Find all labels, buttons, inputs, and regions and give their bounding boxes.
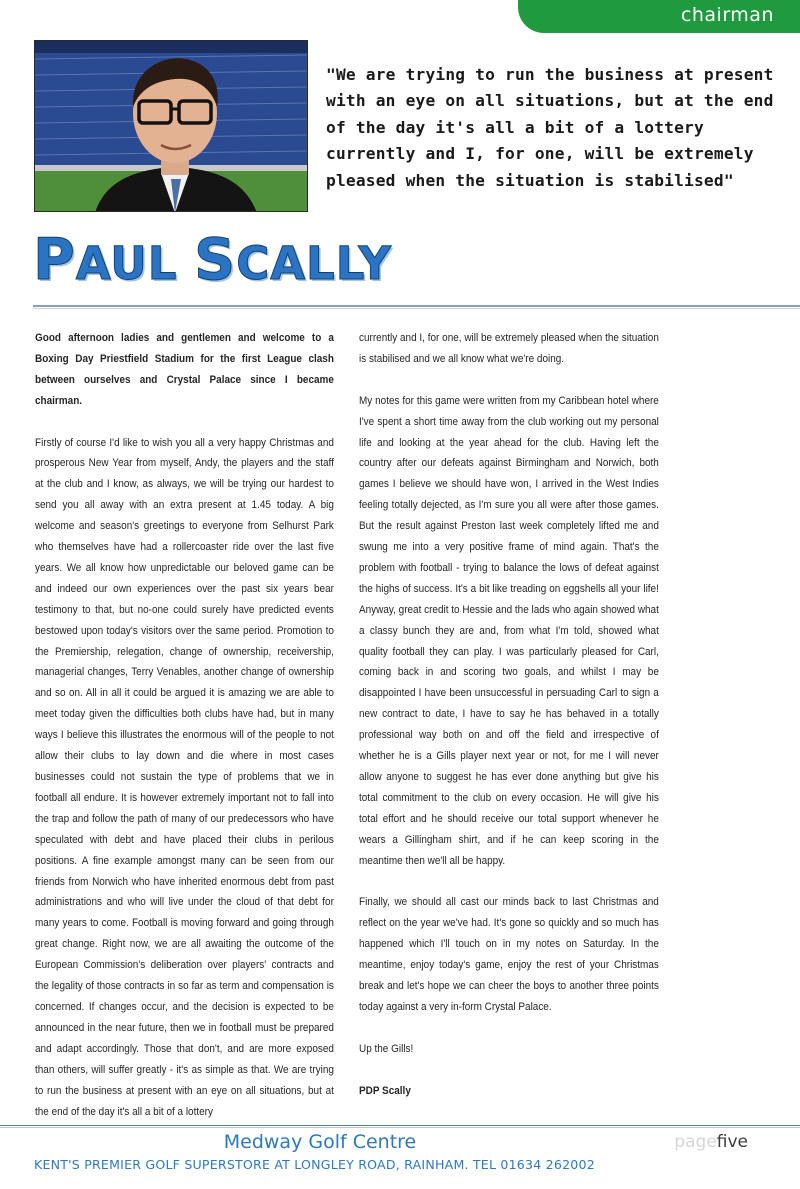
chairman-photo xyxy=(34,40,308,212)
page-number: five xyxy=(716,1132,748,1152)
article-signoff: Up the Gills! xyxy=(359,1042,414,1055)
article-paragraph: My notes for this game were written from my Caribbean hotel where I've spent a short time away from the club working out my personal life and looking at the year ahead for the club. Having left the country after our defeats against Birmingham and Norwich, both games I believe we should have won, I arrived in the West Indies feeling totally dejected, as I'm sure you all were after those games. But the result against Preston last week completely lifted me and swung me into a very positive frame of mind again. That's the problem with football - trying to balance the lows of defeat against the highs of success. It's a bit like treading on eggshells all your life! Anyway, great credit to Hessie and the lads who again showed what a classy bunch they are and, from what I'm told, showed what quality football they can play. I was particularly pleased for Carl, coming back in and scoring two goals, and whilst I may be disappointed I have been unsuccessful in persuading Carl to sign a new contract to date, I have to say he has behaved in a totally professional way both on and off the field and irrespective of whether he is a Gills player next year or not, for me I will never allow anyone to suggest he has ever done anything but give his total commitment to the club on every occasion. He will give his total effort and he should receive our total support whenever he wears a Gillingham shirt, and if he can keep scoring in the meantime then we'll all be happy. xyxy=(359,394,659,867)
article-paragraph: currently and I, for one, will be extremely pleased when the situation is stabilised and we all know what we're doing. xyxy=(359,332,659,365)
headline-first-rest: AUL xyxy=(75,237,178,290)
article-signature: PDP Scally xyxy=(359,1084,411,1097)
chairman-portrait-image xyxy=(35,41,308,212)
article-intro: Good afternoon ladies and gentlemen and welcome to a Boxing Day Priestfield Stadium for the first League clash between ourselves and Crystal Palace since I became chairman. xyxy=(35,332,334,407)
article-paragraph: Firstly of course I'd like to wish you all a very happy Christmas and prosperous New Year from myself, Andy, the players and the staff at the club and I know, as always, we will be trying our hardest to send you all away with an extra present at 1.45 today. A big welcome and season's greetings to everyone from Selhurst Park who themselves have had a rollercoaster ride over the last five years. We all know how unpredictable our beloved game can be and indeed our own experiences over the past six years bear testimony to that, but no-one could surely have predicted events bestowed upon today's visitors over the same period. Promotion to the Premiership, relegation, change of ownership, receivership, managerial changes, Terry Venables, another change of ownership and so on. All in all it could be argued it is amazing we are able to meet today given the difficulties both clubs have had, but in many ways I believe this illustrates the enormous will of the people to not allow their clubs to lay down and die where in most cases businesses could not sustain the type of problems that we in football all endure. It is however extremely important not to fall into the trap and follow the path of many of our predecessors who have speculated with debt and have placed their clubs in perilous positions. A fine example amongst many can be seen from our friends from Norwich who have inherited enormous debt from past administrations and who will live under the cloud of that debt for many years to come. Football is moving forward and going through great change. Right now, we are all awaiting the outcome of the European Commission's deliberation over players' contracts and the legality of those contracts in so far as term and compensation is concerned. If changes occur, and the decision is expected to be announced in the near future, then we in football must be prepared and adapt accordingly. Those that don't, and are more exposed than others, will suffer greatly - it's as simple as that. We are trying to run the business at present with an eye on all situations, but at the end of the day it's all a bit of a lottery xyxy=(35,436,334,1118)
header-divider-light xyxy=(33,308,800,309)
page-word: page xyxy=(674,1132,717,1152)
headline-last-initial: S xyxy=(194,227,237,293)
footer-divider xyxy=(0,1125,800,1126)
section-label: chairman xyxy=(680,4,774,26)
headline-last-rest: CALLY xyxy=(236,237,392,290)
header-divider xyxy=(33,305,800,307)
footer-advert-brand: Medway Golf Centre xyxy=(223,1131,417,1153)
article-column-right xyxy=(359,328,659,1122)
article-paragraph: Finally, we should all cast our minds back to last Christmas and reflect on the year we've had. It's gone so quickly and so much has happened which I'll touch on in my notes on Saturday. In the meantime, enjoy today's game, enjoy the rest of your Christmas break and let's hope we can cheer the boys to another three points today against a very in-form Crystal Palace. xyxy=(359,896,659,1013)
footer-divider-light xyxy=(0,1127,800,1128)
headline xyxy=(33,227,392,293)
headline-first-initial: P xyxy=(33,227,76,293)
page-folio xyxy=(674,1132,748,1152)
pull-quote: "We are trying to run the business at present with an eye on all situations, but at the end of the day it's all a bit of a lottery currently and I, for one, will be extremely pleased when the situation is stabilised" xyxy=(326,65,774,190)
footer-advert-tagline: KENT'S PREMIER GOLF SUPERSTORE AT LONGLEY ROAD, RAINHAM. TEL 01634 262002 xyxy=(34,1157,595,1172)
section-tab xyxy=(518,0,800,33)
article-column-left xyxy=(35,328,334,1143)
